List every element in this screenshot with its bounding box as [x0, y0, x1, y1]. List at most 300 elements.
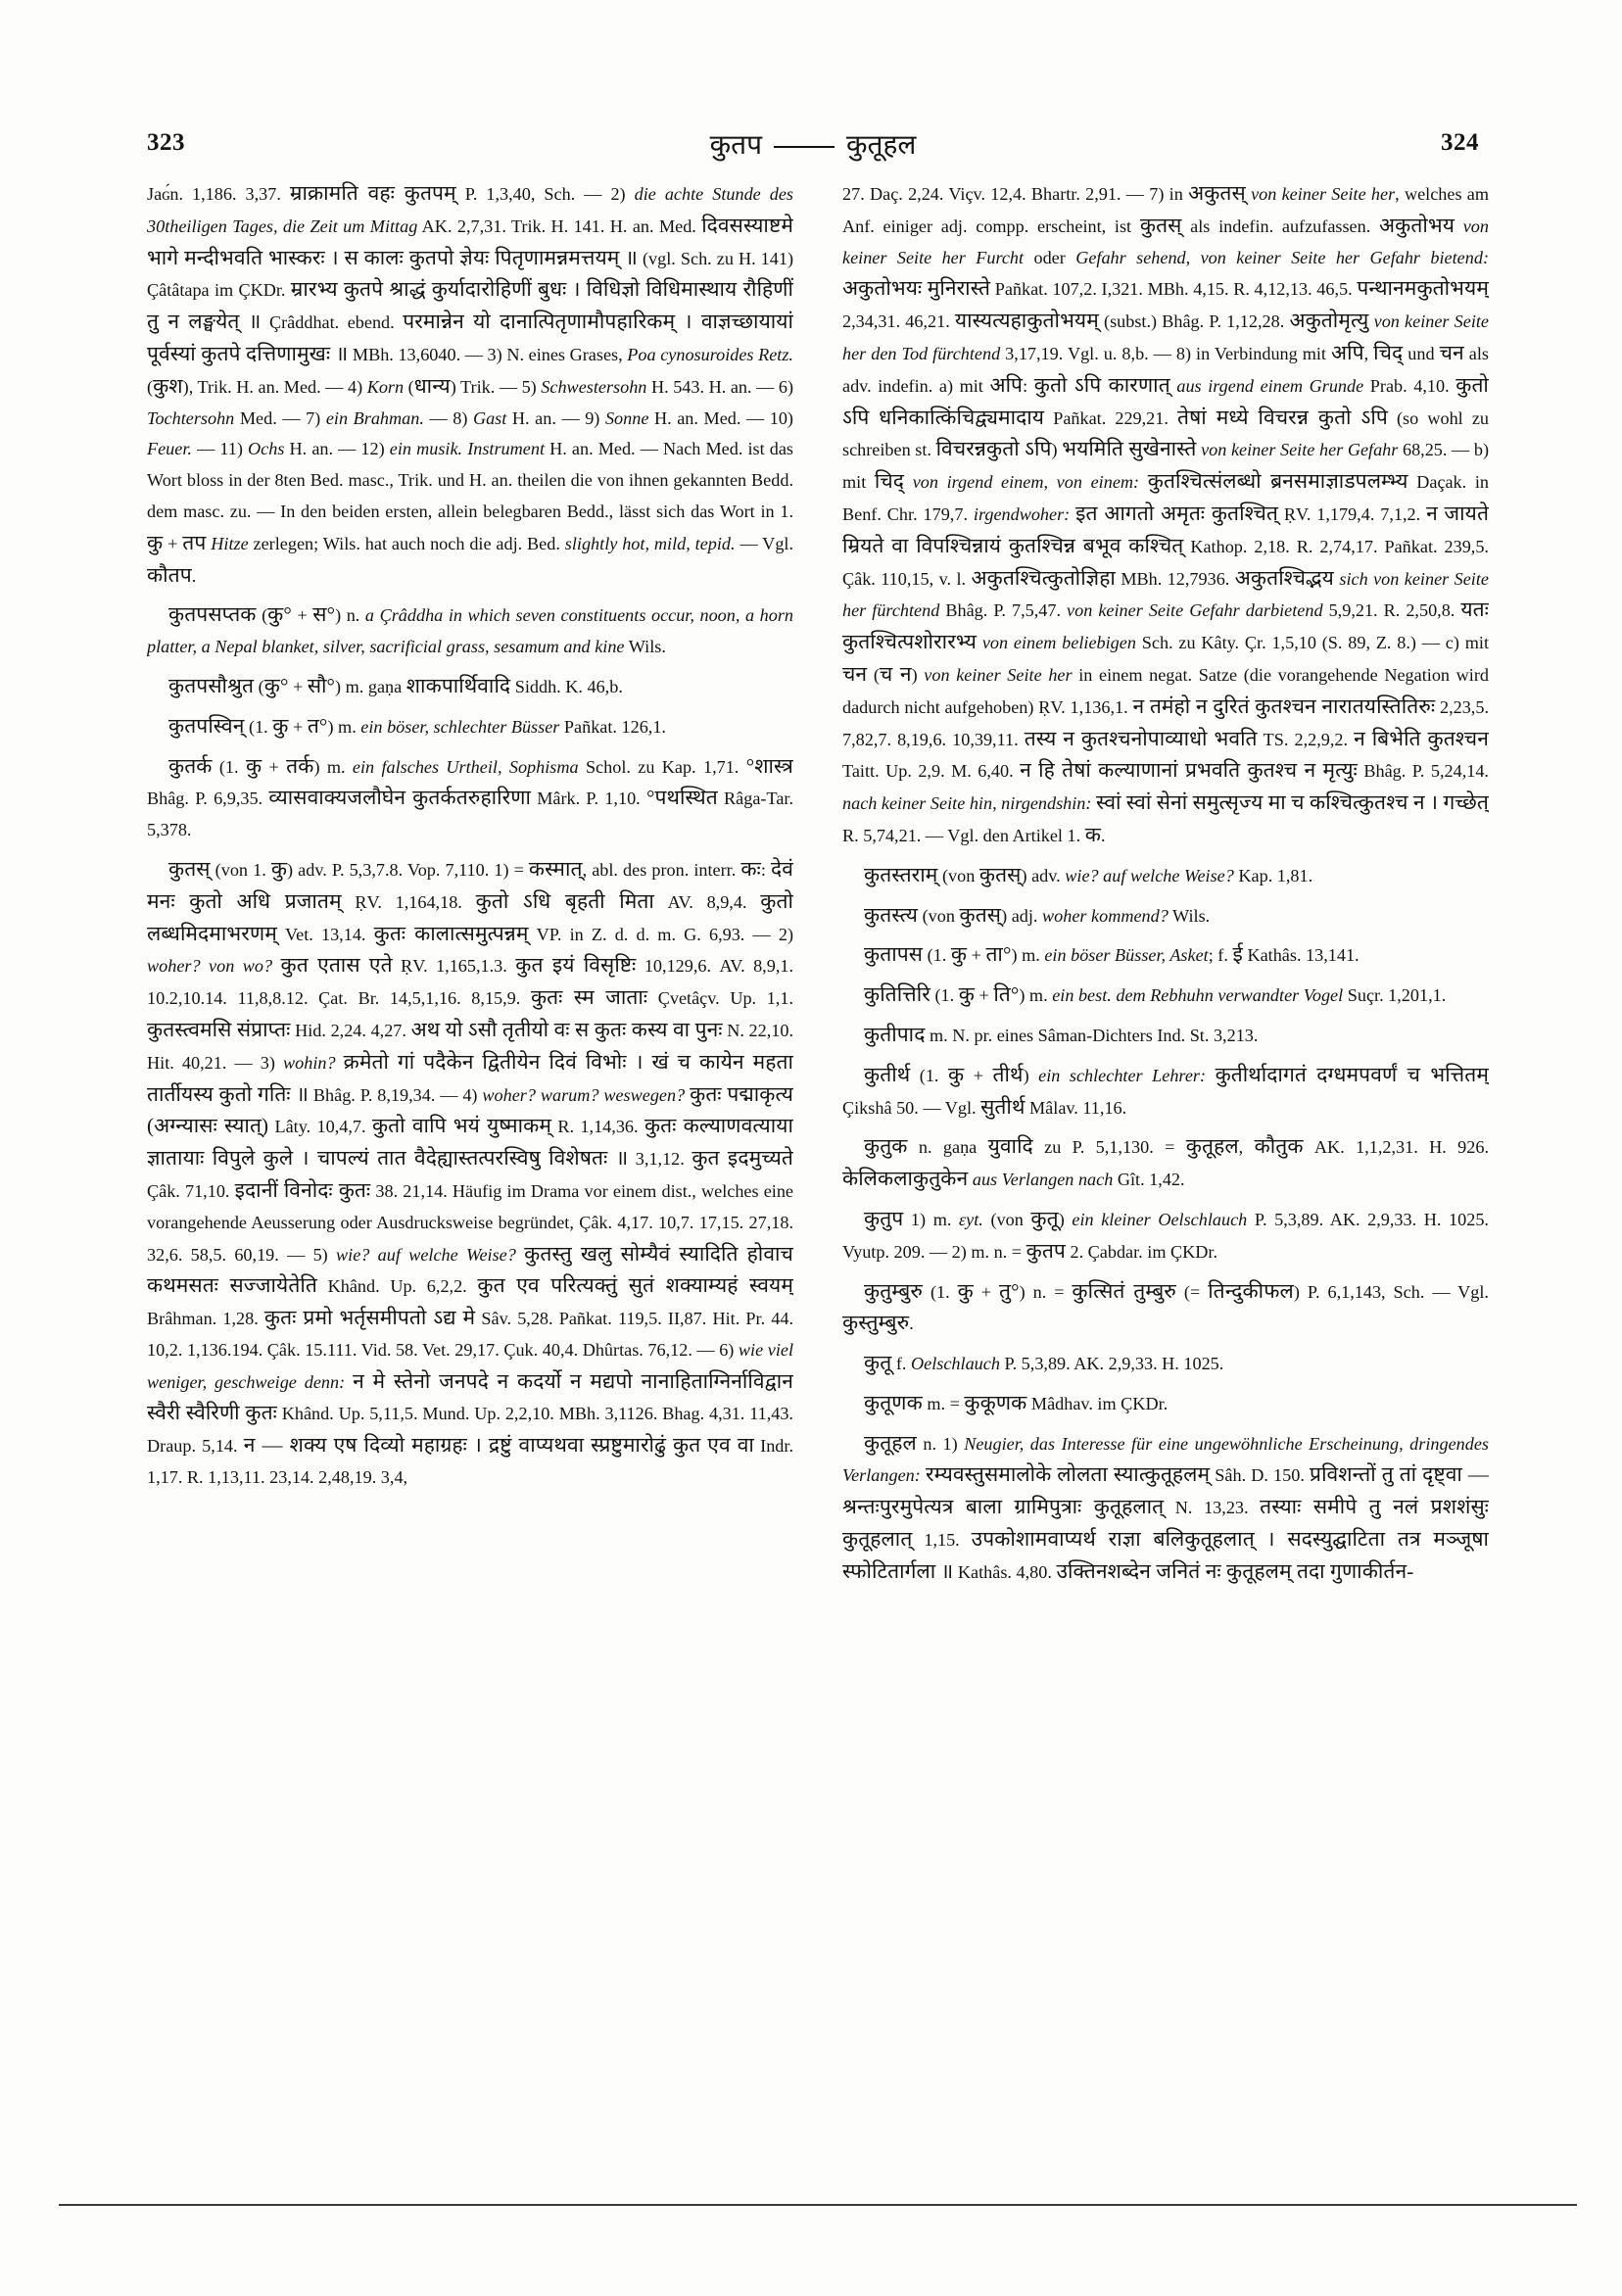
entry-text: Brâhman. 1,28. — [147, 1309, 264, 1329]
sanskrit-text: कुतो ऽपि धनिकात्किंचिद्व्यमादाय — [842, 372, 1489, 429]
sanskrit-text: कुतापस — [864, 942, 924, 967]
entry-text: ), Trik. H. an. Med. — 4) — [182, 376, 367, 397]
sanskrit-text: चन — [1439, 340, 1464, 364]
sanskrit-text: सुतीर्थ — [980, 1094, 1026, 1119]
sanskrit-text: अपि — [1330, 340, 1364, 364]
running-head-last-word: कुतूहल — [846, 130, 917, 161]
sanskrit-text: कुतो ऽपि कारणात् — [1033, 372, 1170, 397]
sanskrit-text: न मे स्तेनो जनपदे न कदर्यो न मद्यपो नानाहिताग्निर्नाविद्वान स्वैरी स्वैरिणी कुतः — [147, 1368, 793, 1425]
sanskrit-text: न तमंहो न दुरितं कुतश्चन नारातयस्तितिरुः — [1132, 694, 1436, 718]
german-gloss: Tochtersohn — [147, 407, 235, 428]
sanskrit-text: अकुतोभय — [1378, 213, 1455, 237]
entry-text: H. an. Med. — Nach Med. ist das Wort bloss in der 8ten Bed. masc., Trik. und H. an. theilen die von ihnen gekannten Bedd. dem masc. zu. — In den beiden ersten, allein belegbaren Bedd., lässt sich das Wort in 1. — [147, 439, 793, 521]
entry-text — [516, 1245, 524, 1265]
entry-text: ) — [1058, 1209, 1073, 1229]
sanskrit-text: कुतस्तु खलु सोम्यैवं स्यादिति होवाच कथमसतः सज्जायेतेति — [147, 1241, 793, 1298]
entry-text: Mâlav. 11,16. — [1025, 1097, 1127, 1118]
entry-text: Khând. Up. 6,2,2. — [316, 1276, 478, 1297]
german-gloss: ein kleiner Oelschlauch — [1072, 1209, 1248, 1229]
entry-text: n. gaṇa — [907, 1137, 988, 1158]
german-gloss: Schwestersohn — [541, 376, 647, 397]
running-head — [147, 125, 1479, 163]
sanskrit-text: कुकूणक — [964, 1390, 1027, 1414]
entry-text: Bhâg. P. 5,24,14. — [1357, 761, 1489, 782]
entry-continuation — [842, 178, 1489, 852]
german-gloss: ein best. dem Rebhuhn verwandter Vogel — [1052, 985, 1344, 1006]
german-gloss: ɛyt. — [959, 1209, 983, 1229]
entry-text: m. = — [922, 1393, 965, 1413]
german-gloss: wie? auf welche Weise? — [336, 1244, 516, 1265]
entry-text: Kathâs. 4,80. — [953, 1561, 1057, 1582]
sanskrit-text: अकुतोभयः मुनिरास्ते — [842, 276, 991, 301]
entry-text: oder — [1024, 247, 1076, 267]
entry-text: Bhâg. P. 8,19,34. — 4) — [309, 1084, 483, 1105]
entry-text: Çâk. 71,10. — [147, 1180, 235, 1201]
entry-text: ) n. — [335, 605, 365, 626]
sanskrit-text: क — [1084, 822, 1101, 846]
entry-text: (1. — [930, 985, 959, 1006]
entry-text: H. an. — 12) — [284, 439, 390, 459]
entry-text: Indr. 1,17. R. 1,13,11. 23,14. 2,48,19. 3,4, — [147, 1436, 793, 1488]
sanskrit-text: कु — [950, 942, 968, 967]
sanskrit-text: तस्य न कुतश्चनोपाव्याधो भवति — [1024, 726, 1258, 750]
german-gloss: von keiner Seite her Furcht — [842, 215, 1489, 267]
entry-text: f. — [891, 1354, 912, 1374]
sanskrit-text: दिवसस्याष्टमे भागे मन्दीभवति भास्करः । स कालः कुतपो ज्ञेयः पितृणामन्नमत्तयम् ॥ — [147, 213, 793, 269]
entry-text: ṚV. 1,179,4. 7,1,2. — [1278, 503, 1427, 524]
entry-text: P. 5,3,89. AK. 2,9,33. H. 1025. — [999, 1354, 1224, 1374]
german-gloss: Oelschlauch — [911, 1354, 1000, 1374]
entry-text: ) — [911, 664, 925, 685]
entry-text: ) adj. — [1001, 905, 1043, 926]
entry-text: , abl. des pron. interr. — [582, 859, 741, 880]
entry-text: 2. Çabdar. im ÇKDr. — [1065, 1241, 1218, 1262]
entry-text: + — [967, 945, 986, 966]
page-number-right: 324 — [1441, 129, 1479, 156]
entry-text: 1) m. — [903, 1209, 959, 1229]
entry-text: (von — [918, 905, 960, 926]
entry-text: ( — [867, 664, 880, 685]
entry-text: m. N. pr. eines Sâman-Dichters Ind. St. 3,213. — [925, 1025, 1259, 1045]
entry-text: P. 1,3,40, Sch. — 2) — [455, 184, 635, 204]
entry-text: (von — [982, 1209, 1031, 1229]
sanskrit-text: कुतः कालात्समुत्पन्नम् — [373, 921, 529, 945]
sanskrit-text: °शास्त्र — [745, 753, 793, 778]
sanskrit-text: कुतो लब्धमिदमाभरणम् — [147, 888, 793, 945]
sanskrit-text: स्वां स्वां सेनां समुत्सृज्य मा च कश्चित्कुतश्च न । गच्छेत् — [1096, 790, 1489, 815]
german-gloss: slightly hot, mild, tepid. — [564, 533, 736, 553]
sanskrit-text: कु — [948, 1062, 965, 1086]
entry-text: 1,15. — [912, 1530, 972, 1551]
sanskrit-text: न जायते म्रियते वा विपश्चिन्नायं कुतश्चिन्न बभूव कश्चित् — [842, 501, 1489, 557]
dictionary-entry — [842, 939, 1489, 972]
entry-text: MBh. 13,6040. — 3) N. eines Grases, — [348, 344, 628, 364]
sanskrit-text: कुत एव परित्यक्तुं सुतं शक्याम्यहं स्वयम् — [477, 1273, 793, 1298]
entry-text: (von 1. — [210, 859, 271, 880]
sanskrit-text: कौतप — [147, 562, 192, 587]
entry-text: 3,17,19. Vgl. u. 8,b. — 8) in Verbindung mit — [1000, 343, 1331, 363]
entry-text: . — [1100, 825, 1106, 845]
dictionary-entry — [842, 860, 1489, 892]
sanskrit-text: कुतो ऽधि बृहती मिता — [475, 888, 654, 913]
entry-text: Gît. 1,42. — [1113, 1170, 1185, 1190]
entry-text: 10,129,6. AV. 8,9,1. 10.2,10.14. 11,8,8.12. Çat. Br. 14,5,1,16. 8,15,9. — [147, 956, 793, 1009]
german-gloss: ein Brahman. — [325, 407, 424, 428]
dictionary-entry — [842, 1428, 1489, 1589]
entry-text: Jaɢ́n. 1,186. 3,37. — [147, 184, 290, 204]
sanskrit-text: तीर्थ — [992, 1062, 1024, 1086]
sanskrit-text: कु° — [267, 602, 292, 627]
sanskrit-text: केलिकलाकुतुकेन — [842, 1167, 969, 1191]
entry-text: 38. 21,14. Häufig im Drama vor einem dist., welches eine vorangehende Aeusserung oder Ausdrucksweise begründet, Çâk. 4,17. 10,7. 17,15. 27,18. 32,6. 58,5. 60,19. — 5) — [147, 1180, 793, 1265]
sanskrit-text: इदानीं विनोदः कुतः — [234, 1177, 371, 1202]
dictionary-entry — [842, 1131, 1489, 1196]
sanskrit-text: तिन्दुकीफल — [1208, 1278, 1294, 1303]
entry-text: Pañkat. 107,2. I,321. MBh. 4,15. R. 4,12,13. 46,5. — [990, 279, 1358, 300]
german-gloss: aus irgend einem Grunde — [1176, 375, 1364, 396]
sanskrit-text: अकुतश्चित्कुतोज्ञिहा — [971, 565, 1116, 590]
german-gloss: von einem beliebigen — [981, 633, 1136, 653]
entry-text: AV. 8,9,4. — [653, 891, 761, 912]
sanskrit-text: क्रमेतो गां पदैकेन द्वितीयेन दिवं विभोः । खं च कायेन महता तार्तीयस्य कुतो गतिः ॥ — [147, 1049, 793, 1106]
entry-text: R. 1,14,36. — [551, 1117, 644, 1137]
sanskrit-text: अकुतस् — [1188, 181, 1246, 205]
german-gloss: ein böser Büsser, Asket — [1044, 945, 1209, 966]
sanskrit-text: कुतूहल — [1185, 1134, 1239, 1159]
entry-text: und — [1403, 343, 1440, 363]
sanskrit-text: कु — [270, 856, 288, 881]
sanskrit-text: कु — [147, 530, 164, 554]
entry-text: , — [1363, 343, 1374, 363]
sanskrit-text: कुतस् — [959, 902, 1002, 927]
dictionary-entry — [842, 1060, 1489, 1124]
entry-text: Hid. 2,24. 4,27. — [290, 1020, 411, 1040]
entry-text: Râga-Tar. 5,378. — [147, 789, 793, 840]
entry-text: ( — [404, 376, 414, 397]
entry-text: Bhâg. P. 6,9,35. — [147, 789, 269, 809]
dictionary-entry — [842, 1388, 1489, 1420]
entry-text: Çvetâçv. Up. 1,1. — [647, 988, 793, 1009]
entry-text: Mâdhav. im ÇKDr. — [1026, 1393, 1169, 1413]
entry-text: n. 1) — [916, 1433, 965, 1454]
entry-text: (vgl. Sch. zu H. 141) Çâtâtapa im ÇKDr. — [147, 248, 793, 301]
entry-text: ) n. = — [1019, 1281, 1073, 1302]
german-gloss: irgendwoher: — [973, 503, 1071, 524]
dictionary-entry — [842, 1348, 1489, 1380]
sanskrit-text: कुतू — [864, 1351, 892, 1375]
german-gloss: von keiner Seite her — [1251, 184, 1396, 204]
entry-text: 2,23,5. 7,82,7. 8,19,6. 10,39,11. — [842, 696, 1489, 749]
entry-text: Sch. zu Kâty. Çr. 1,5,10 (S. 89, Z. 8.) — c) mit — [1135, 633, 1489, 653]
sanskrit-text: म्रारभ्य कुतपे श्राद्धं कुर्यादारोहिणीं बुधः । विधिज्ञो विधिमास्थाय रौहिणीं तु न लङ्घयेत् ॥ — [147, 277, 793, 334]
entry-text: (1. — [922, 1281, 958, 1302]
entry-text: (1. — [923, 945, 951, 966]
entry-text: ṚV. 1,165,1.3. — [392, 956, 516, 977]
german-gloss: ein böser, schlechter Büsser — [360, 716, 560, 737]
sanskrit-text: तेषां मध्ये विचरन्न कुतो ऽपि — [1177, 405, 1388, 429]
entry-text: + — [288, 676, 308, 696]
entry-text: Çikshâ 50. — Vgl. — [842, 1097, 981, 1118]
entry-text: 27. Daç. 2,24. Viçv. 12,4. Bhartr. 2,91. — 7) in — [842, 184, 1189, 204]
entry-text: ) m. — [327, 716, 361, 737]
sanskrit-text: धान्य — [413, 373, 451, 398]
entry-text: — Vgl. — [735, 533, 793, 553]
sanskrit-text: कुतः प्रमो भर्तृसमीपतो ऽद्य मे — [263, 1306, 476, 1330]
entry-text: AK. 2,7,31. Trik. H. 141. H. an. Med. — [417, 215, 702, 236]
german-gloss: Ochs — [248, 439, 285, 459]
entry-text: : — [1023, 375, 1034, 396]
entry-text: — 11) — [191, 439, 249, 459]
entry-text: ( — [147, 376, 154, 397]
entry-text: 3,1,12. — [628, 1149, 692, 1170]
sanskrit-text: न बिभेति कुतश्चन — [1354, 726, 1489, 750]
entry-text: ) P. 6,1,143, Sch. — Vgl. — [1293, 1281, 1489, 1302]
sanskrit-text: कु — [272, 713, 289, 738]
german-gloss: ein falsches Urtheil, Sophisma — [352, 756, 579, 777]
sanskrit-text: विचरन्नकुतो ऽपि — [935, 437, 1052, 461]
sanskrit-text: इत आगतो अमृतः कुतश्चित् — [1075, 501, 1278, 525]
entry-text: (subst.) Bhâg. P. 1,12,28. — [1098, 311, 1290, 332]
entry-text: Suçr. 1,201,1. — [1343, 985, 1447, 1006]
entry-text: ( — [254, 676, 264, 696]
entry-text: 2,34,31. 46,21. — [842, 311, 955, 332]
entry-text: P. 5,3,89. AK. 2,9,33. H. 1025. Vyutp. 209. — 2) m. n. = — [842, 1209, 1489, 1262]
sanskrit-text: अकुतोमृत्यु — [1289, 309, 1369, 333]
entry-text: N. 13,23. — [1164, 1498, 1261, 1518]
german-gloss: von keiner Seite her Gefahr — [1201, 440, 1399, 460]
sanskrit-text: कुतो वापि भयं युष्माकम् — [371, 1114, 552, 1138]
entry-text — [272, 956, 280, 976]
sanskrit-text: कुतस् — [978, 862, 1022, 886]
sanskrit-text: कौतुक — [1254, 1134, 1304, 1159]
sanskrit-text: ता° — [985, 942, 1012, 967]
entry-text: Wils. — [624, 637, 666, 657]
entry-text — [345, 1372, 353, 1392]
entry-text: ) — [1051, 440, 1063, 460]
entry-text: ( — [256, 605, 268, 626]
entry-text: + — [964, 1065, 993, 1085]
sanskrit-text: चिद् — [1373, 340, 1404, 364]
footer-rule — [59, 2204, 1577, 2206]
german-gloss: ein musik. Instrument — [389, 439, 546, 459]
sanskrit-text: कुतः स्म जाताः — [530, 985, 648, 1010]
sanskrit-text: उपकोशामवाप्यर्थ राज्ञा बलिकुतूहलात् । सदस्युद्घाटिता तत्र मञ्जूषा स्फोटितार्गला ॥ — [842, 1527, 1489, 1583]
entry-text: H. 543. H. an. — 6) — [646, 376, 793, 397]
sanskrit-text: अकुतश्चिद्भय — [1234, 565, 1334, 590]
entry-text: H. an. Med. — 10) — [648, 407, 793, 428]
entry-text: (1. — [244, 716, 273, 737]
dictionary-entry — [147, 671, 793, 703]
dictionary-entry — [147, 599, 793, 663]
sanskrit-text: रम्यवस्तुसमालोके लोलता स्यात्कुतूहलम् — [925, 1462, 1211, 1487]
entry-text: Schol. zu Kap. 1,71. — [578, 756, 746, 777]
sanskrit-text: कुत इदमुच्यते — [692, 1146, 793, 1171]
sanskrit-text: ई — [1232, 942, 1243, 967]
entry-text: VP. in Z. d. d. m. G. 6,93. — 2) — [528, 924, 793, 944]
sanskrit-text: कुत्सितं तुम्बुरु — [1072, 1278, 1176, 1303]
sanskrit-text: देवं मनः कुतो अधि प्रजातम् — [147, 856, 793, 913]
sanskrit-text: उक्तिनशब्देन जनितं नः कुतूहलम् तदा गुणाकीर्तन- — [1056, 1558, 1414, 1583]
german-gloss: Gefahr sehend, von keiner Seite her Gefahr bietend: — [1075, 247, 1489, 267]
sanskrit-text: कुत इयं विसृष्टिः — [515, 953, 637, 978]
german-gloss: nach keiner Seite hin, nirgendshin: — [842, 793, 1092, 814]
sanskrit-text: अपि — [989, 372, 1024, 397]
german-gloss: von irgend einem, von einem: — [912, 472, 1140, 493]
entry-text: (von — [937, 865, 979, 885]
entry-text: Med. — 7) — [234, 407, 326, 428]
entry-text — [1206, 1066, 1216, 1085]
entry-text: ; f. — [1208, 945, 1233, 966]
sanskrit-text: कः — [740, 856, 761, 881]
sanskrit-text: कुतू — [1030, 1206, 1059, 1230]
sanskrit-text: कुत एतास एते — [280, 953, 393, 978]
german-gloss: Korn — [366, 376, 405, 397]
entry-text: + — [973, 1281, 1000, 1302]
sanskrit-text: कुतर्क — [168, 753, 213, 778]
entry-text — [1139, 472, 1148, 492]
german-gloss: Sonne — [604, 407, 649, 428]
left-column — [147, 178, 793, 2118]
entry-text: . — [191, 565, 197, 586]
german-gloss: aus Verlangen nach — [972, 1170, 1114, 1190]
entry-text: Khând. Up. 5,11,5. Mund. Up. 2,2,10. MBh. 3,1126. Bhag. 4,31. 11,43. Draup. 5,14. — [147, 1404, 793, 1457]
sanskrit-text: कुतः कल्याणवत्याया ज्ञातायाः विपुले कुले । चापल्यं तात वैदेह्यास्तत्परस्विषु विशेषतः ॥ — [147, 1114, 793, 1171]
entry-text: + — [163, 533, 183, 553]
dictionary-entry — [842, 980, 1489, 1012]
sanskrit-text: कुतप — [1026, 1238, 1066, 1263]
entry-text: ) m. — [1011, 945, 1045, 966]
entry-text: (1. — [910, 1065, 948, 1085]
sanskrit-text: प्रविशन्तों तु तां दृष्ट्वा — श्रन्तःपुरमुपेत्यत्र बाला ग्रामिपुत्राः कुतूहलात् — [842, 1462, 1489, 1519]
entry-text: , welches am Anf. einiger adj. compp. erscheint, ist — [842, 184, 1489, 236]
entry-text: 5,9,21. R. 2,50,8. — [1322, 600, 1461, 621]
page-header — [147, 129, 1479, 168]
sanskrit-text: तु° — [999, 1278, 1020, 1303]
sanskrit-text: कुस्तुम्बुरु — [842, 1311, 910, 1335]
entry-text: Bhâg. P. 7,5,47. — [939, 600, 1068, 621]
entry-text: als indefin. aufzufassen. — [1181, 215, 1379, 236]
entry-text: TS. 2,2,9,2. — [1257, 729, 1355, 749]
sanskrit-text: कुतस्तराम् — [864, 862, 938, 886]
entry-text: in einem negat. Satze (die vorangehende Negation wird dadurch nicht aufgehoben) ṚV. 1,136,1. — [842, 664, 1489, 717]
sanskrit-text: न — शक्य एष दिव्यो महाग्रहः । द्रष्टुं वाप्यथवा स्प्रष्टुमारोढुं कुत एव वा — [243, 1433, 754, 1458]
german-gloss: sich von keiner Seite her fürchtend — [842, 568, 1489, 621]
german-gloss: Neugier, das Interesse für eine ungewöhnliche Erscheinung, dringendes Verlangen: — [842, 1433, 1489, 1486]
german-gloss: Poa cynosuroides Retz. — [627, 344, 793, 364]
german-gloss: wie viel weniger, geschweige denn: — [147, 1339, 793, 1392]
sanskrit-text: कु° — [263, 673, 289, 697]
sanskrit-text: त° — [307, 713, 328, 738]
entry-text — [336, 1053, 344, 1073]
sanskrit-text: कु — [245, 753, 262, 778]
entry-text: Wils. — [1168, 905, 1211, 926]
sanskrit-text: कुतपसौश्रुत — [168, 673, 255, 697]
sanskrit-text: कुतुम्बुरु — [864, 1278, 923, 1303]
sanskrit-text: परमान्नेन यो दानात्पितृणामौपहारिकम् । वाज्ञच्छायायां पूर्वस्यां कुतपे दत्तिणामुखः ॥ — [147, 310, 793, 365]
sanskrit-text: कुतश्चित्संलब्धो ब्रनसमाज्ञाडपलम्भ्य — [1147, 469, 1408, 494]
sanskrit-text: कुतीपाद — [864, 1022, 926, 1046]
sanskrit-text: यास्यत्यहाकुतोभयम् — [954, 309, 1099, 333]
sanskrit-text: म्राक्रामति वहः कुतपम् — [289, 181, 456, 205]
entry-text: + — [291, 605, 313, 626]
entry-text: ) m. — [313, 756, 353, 777]
entry-text: H. an. — 9) — [506, 407, 605, 428]
german-gloss: die achte Stunde des 30theiligen Tages, die Zeit um Mittag — [147, 184, 793, 236]
entry-text: Siddh. K. 46,b. — [510, 676, 623, 696]
entry-text: Çrâddhat. ebend. — [261, 312, 404, 333]
german-gloss: woher kommend? — [1042, 905, 1169, 926]
entry-text: : — [760, 859, 771, 880]
dictionary-entry — [147, 751, 793, 846]
entry-text: Taitt. Up. 2,9. M. 6,40. — [842, 761, 1021, 782]
entry-text: Pañkat. 126,1. — [559, 716, 666, 737]
sanskrit-text: ति° — [993, 982, 1020, 1007]
page-number-left: 323 — [147, 129, 185, 156]
entry-continuation — [147, 178, 793, 592]
german-gloss: von keiner Seite her — [924, 664, 1073, 685]
dictionary-entry — [842, 1276, 1489, 1341]
entry-text: — 8) — [423, 407, 473, 428]
sanskrit-text: कुश — [153, 373, 183, 398]
entry-text: . — [909, 1314, 914, 1334]
sanskrit-text: तर्क — [286, 753, 314, 778]
entry-text: Prab. 4,10. — [1363, 375, 1456, 396]
entry-text: Lâty. 10,4,7. — [268, 1117, 372, 1137]
running-head-first-word: कुतप — [709, 130, 763, 161]
sanskrit-text: कुतस् — [1139, 213, 1182, 237]
entry-text: ) — [1023, 1065, 1039, 1085]
entry-text: ) m. — [1019, 985, 1053, 1006]
sanskrit-text: कुतुप — [864, 1206, 904, 1230]
entry-text: R. 5,74,21. — Vgl. den Artikel 1. — [842, 825, 1085, 845]
german-gloss: Gast — [472, 407, 507, 428]
entry-text: + — [288, 716, 308, 737]
entry-text: AK. 1,1,2,31. H. 926. — [1303, 1137, 1489, 1158]
german-gloss: von keiner Seite Gefahr darbietend — [1067, 600, 1323, 621]
german-gloss: woher? von wo? — [147, 956, 273, 977]
sanskrit-text: कुतस् — [168, 856, 211, 881]
german-gloss: woher? warum? weswegen? — [482, 1084, 686, 1105]
entry-text: + — [974, 985, 994, 1006]
entry-text: (= — [1175, 1281, 1209, 1302]
sanskrit-text: °पथस्थित — [645, 786, 718, 810]
entry-text: ) m. gaṇa — [335, 676, 406, 696]
german-gloss: Feuer. — [147, 439, 192, 459]
german-gloss: a Çrâddha in which seven constituents occur, noon, a horn platter, a Nepal blanket, silver, sacrificial grass, sesamum and kine — [147, 605, 793, 657]
entry-text: (so wohl zu schreiben st. — [842, 407, 1489, 460]
entry-text — [904, 472, 913, 492]
sanskrit-text: स° — [312, 602, 336, 627]
running-head-dash — [774, 146, 835, 148]
entry-text: Sâv. 5,28. Pañkat. 119,5. II,87. Hit. Pr. 44. 10,2. 1,136.194. Çâk. 15.111. Vid. 58. Vet. 29,17. Çuk. 40,4. Dhûrtas. 76,12. — 6) — [147, 1309, 793, 1360]
entry-text: zu P. 5,1,130. = — [1032, 1137, 1186, 1158]
sanskrit-text: पन्थानमकुतोभयम् — [1357, 276, 1489, 301]
sanskrit-text: न हि तेषां कल्याणानां प्रभवति कुतश्च न मृत्युः — [1020, 758, 1358, 783]
sanskrit-text: कुतस्त्वमसि संप्राप्तः — [147, 1017, 291, 1041]
sanskrit-text: कुतित्तिरि — [864, 982, 930, 1007]
entry-text: Vet. 13,14. — [276, 924, 374, 944]
sanskrit-text: कु — [957, 1278, 974, 1303]
entry-text: Kap. 1,81. — [1233, 865, 1313, 885]
dictionary-entry — [842, 1020, 1489, 1052]
entry-text: ) adv. P. 5,3,7.8. Vop. 7,110. 1) = — [287, 859, 529, 880]
entry-text: ṚV. 1,164,18. — [341, 891, 476, 912]
sanskrit-text: कुतपस्विन् — [168, 713, 245, 738]
sanskrit-text: कुतः पद्माकृत्य (अग्न्यासः स्यात्) — [147, 1081, 793, 1138]
german-gloss: wohin? — [283, 1052, 336, 1073]
sanskrit-text: तप — [182, 530, 207, 554]
german-gloss: Hitze — [211, 533, 249, 553]
